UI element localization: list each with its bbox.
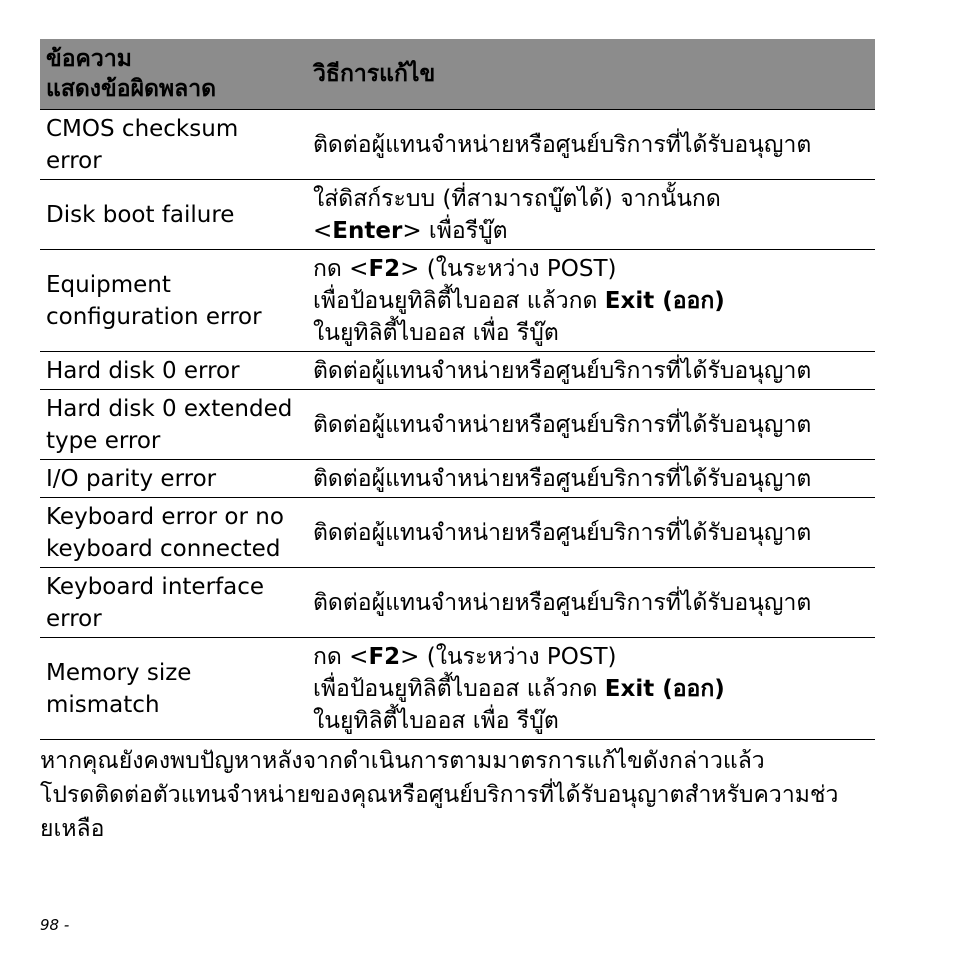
footer-line: หากคุณยังคงพบปัญหาหลังจากดำเนินการตามมาตรการแก้ไขดังกล่าวแล้ว — [40, 748, 765, 774]
solution-text — [313, 641, 875, 673]
error-message-text: error — [46, 147, 102, 174]
footer-line: ยเหลือ — [40, 816, 105, 842]
error-message-text: Keyboard interface — [46, 573, 265, 600]
error-message-cell — [40, 180, 307, 250]
error-message-cell — [40, 568, 307, 638]
key-label: Exit (ออก) — [604, 675, 725, 702]
solution-text — [313, 253, 875, 285]
error-messages-table — [40, 39, 875, 740]
solution-text — [313, 673, 875, 705]
solution-cell — [307, 638, 875, 740]
key-label: F2 — [368, 643, 401, 670]
solution-text: ในยูทิลิตี้ไบออส เพื่อ รีบู๊ต — [313, 319, 559, 346]
key-label: Enter — [332, 217, 403, 244]
error-message-text: Hard disk 0 extended — [46, 395, 293, 422]
solution-text-part: กด < — [313, 255, 369, 282]
solution-cell: ติดต่อผู้แทนจำหน่ายหรือศูนย์บริการที่ได้รับอนุญาต — [307, 568, 875, 638]
error-message-cell — [40, 250, 307, 352]
solution-text-part: เพื่อป้อนยูทิลิตี้ไบออส แล้วกด — [313, 287, 605, 314]
error-message-cell — [40, 638, 307, 740]
solution-cell: ติดต่อผู้แทนจำหน่ายหรือศูนย์บริการที่ได้รับอนุญาต — [307, 390, 875, 460]
error-message-cell — [40, 390, 307, 460]
solution-text-part: < — [313, 217, 333, 244]
solution-cell: ติดต่อผู้แทนจำหน่ายหรือศูนย์บริการที่ได้รับอนุญาต — [307, 460, 875, 498]
solution-cell — [307, 250, 875, 352]
error-message-cell — [40, 460, 307, 498]
error-message-text: Equipment — [46, 271, 171, 298]
footer-line: โปรดติดต่อตัวแทนจำหน่ายของคุณหรือศูนย์บริการที่ได้รับอนุญาตสำหรับความช่ว — [40, 782, 839, 808]
solution-cell: ติดต่อผู้แทนจำหน่ายหรือศูนย์บริการที่ได้รับอนุญาต — [307, 498, 875, 568]
error-message-text: Keyboard error or no — [46, 503, 284, 530]
table-row — [40, 390, 875, 460]
solution-cell: ติดต่อผู้แทนจำหน่ายหรือศูนย์บริการที่ได้รับอนุญาต — [307, 352, 875, 390]
error-message-text: mismatch — [46, 691, 160, 718]
header-solution: วิธีการแก้ไข — [307, 39, 875, 110]
error-message-cell — [40, 498, 307, 568]
solution-text-part: กด < — [313, 643, 369, 670]
table-header-row — [40, 39, 875, 110]
solution-cell: ติดต่อผู้แทนจำหน่ายหรือศูนย์บริการที่ได้รับอนุญาต — [307, 110, 875, 180]
header-error-message-line2: แสดงข้อผิดพลาด — [46, 76, 217, 102]
table-row — [40, 250, 875, 352]
error-message-cell — [40, 110, 307, 180]
solution-text: ใส่ดิสก์ระบบ (ที่สามารถบู๊ตได้) จากนั้นกด — [313, 185, 721, 212]
error-message-text: CMOS checksum — [46, 115, 239, 142]
header-error-message-line1: ข้อความ — [46, 46, 132, 72]
error-message-cell — [40, 352, 307, 390]
error-message-text: Memory size — [46, 659, 192, 686]
table-row — [40, 638, 875, 740]
solution-text-part: เพื่อป้อนยูทิลิตี้ไบออส แล้วกด — [313, 675, 605, 702]
solution-text-part: > (ในระหว่าง POST) — [400, 255, 617, 282]
table-row — [40, 110, 875, 180]
solution-cell — [307, 180, 875, 250]
error-message-text: keyboard connected — [46, 535, 281, 562]
header-error-message — [40, 39, 307, 110]
error-message-text: I/O parity error — [46, 465, 217, 492]
key-label: Exit (ออก) — [604, 287, 725, 314]
table-row — [40, 460, 875, 498]
table-row — [40, 498, 875, 568]
table-row — [40, 180, 875, 250]
solution-text — [313, 285, 875, 317]
solution-text: ในยูทิลิตี้ไบออส เพื่อ รีบู๊ต — [313, 707, 559, 734]
error-message-text: configuration error — [46, 303, 262, 330]
page-number: 98 - — [40, 916, 70, 934]
solution-text-part: > (ในระหว่าง POST) — [400, 643, 617, 670]
solution-text-part: > เพื่อรีบู๊ต — [402, 217, 508, 244]
error-message-text: error — [46, 605, 102, 632]
solution-text — [313, 215, 875, 247]
footer-paragraph — [40, 744, 910, 846]
key-label: F2 — [368, 255, 401, 282]
error-message-text: type error — [46, 427, 161, 454]
table-row — [40, 352, 875, 390]
error-message-text: Disk boot failure — [46, 201, 235, 228]
table-row — [40, 568, 875, 638]
error-message-text: Hard disk 0 error — [46, 357, 240, 384]
